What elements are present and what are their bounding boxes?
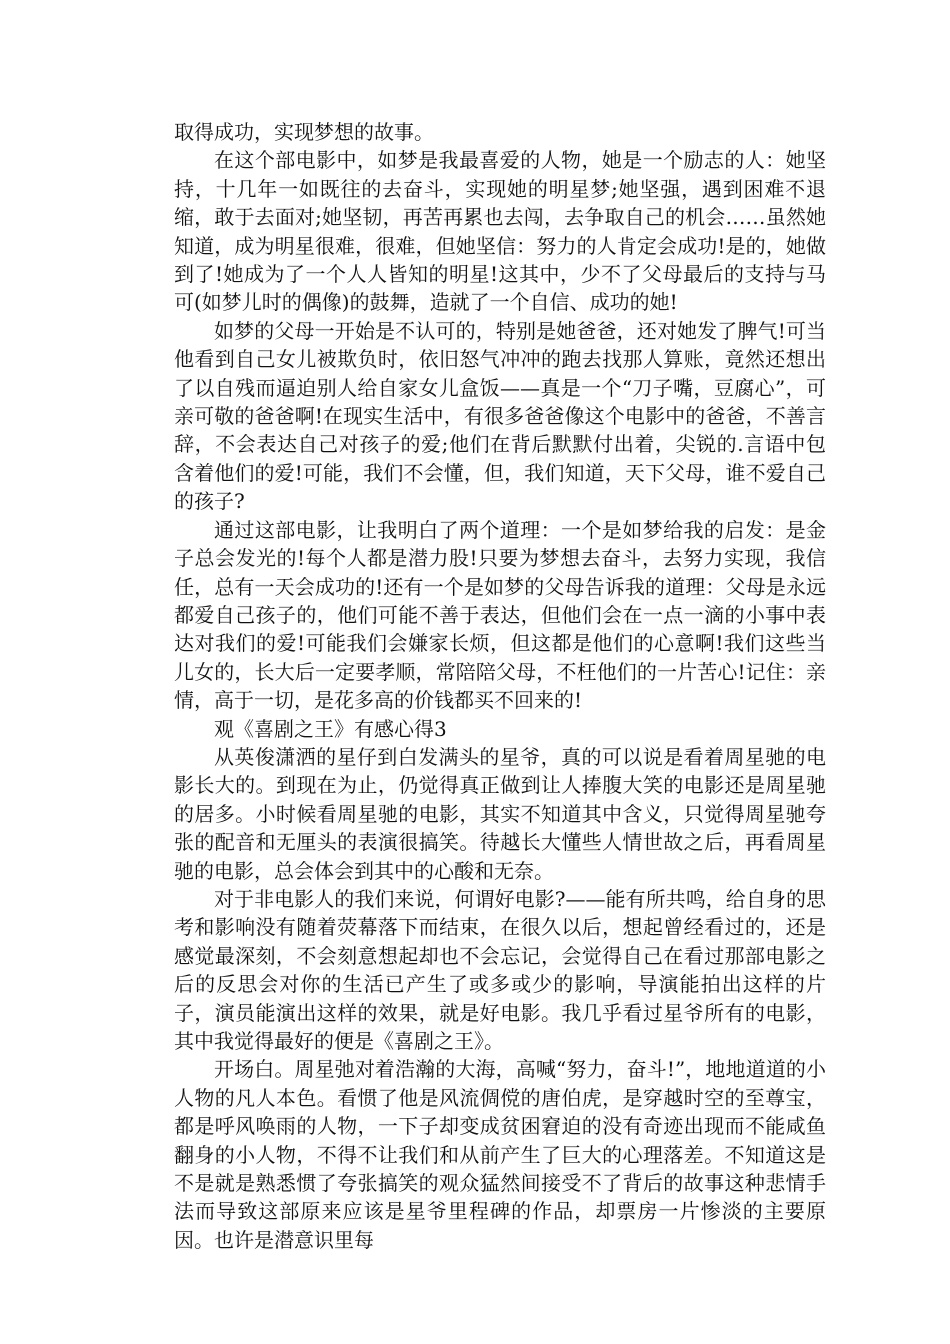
paragraph: 对于非电影人的我们来说，何谓好电影?——能有所共鸣，给自身的思考和影响没有随着荧幕落下而结束，在很久以后，想起曾经看过的，还是感觉最深刻，不会刻意想起却也不会忘记，会觉得自己在看过那部电影之后的反思会对你的生活已产生了或多或少的影响，导演能拍出这样的片子，演员能演出这样的效果，就是好电影。我几乎看过星爷所有的电影，其中我觉得最好的便是《喜剧之王》。 (174, 886, 826, 1053)
paragraph: 从英俊潇洒的星仔到白发满头的星爷，真的可以说是看着周星驰的电影长大的。到现在为止，仍觉得真正做到让人捧腹大笑的电影还是周星驰的居多。小时候看周星驰的电影，其实不知道其中含义，只觉得周星驰夸张的配音和无厘头的表演很搞笑。待越长大懂些人情世故之后，再看周星驰的电影，总会体会到其中的心酸和无奈。 (174, 744, 826, 883)
paragraph: 如梦的父母一开始是不认可的，特别是她爸爸，还对她发了脾气!可当他看到自己女儿被欺负时，依旧怒气冲冲的跑去找那人算账，竟然还想出了以自残而逼迫别人给自家女儿盒饭——真是一个“刀子嘴，豆腐心”，可亲可敬的爸爸啊!在现实生活中，有很多爸爸像这个电影中的爸爸，不善言辞，不会表达自己对孩子的爱;他们在背后默默付出着，尖锐的.言语中包含着他们的爱!可能，我们不会懂，但，我们知道，天下父母，谁不爱自己的孩子? (174, 318, 826, 514)
document-page (174, 118, 826, 1254)
paragraph-continued: 取得成功，实现梦想的故事。 (174, 120, 434, 144)
paragraph: 开场白。周星弛对着浩瀚的大海，高喊“努力，奋斗!”，地地道道的小人物的凡人本色。看惯了他是风流倜傥的唐伯虎，是穿越时空的至尊宝，都是呼风唤雨的人物，一下子却变成贫困窘迫的没有奇迹出现而不能咸鱼翻身的小人物，不得不让我们和从前产生了巨大的心理落差。不知道这是不是就是熟悉惯了夸张搞笑的观众猛然间接受不了背后的故事这种悲情手法而导致这部原来应该是星爷里程碑的作品，却票房一片惨淡的主要原因。也许是潜意识里每 (174, 1057, 826, 1252)
paragraph: 在这个部电影中，如梦是我最喜爱的人物，她是一个励志的人：她坚持，十几年一如既往的去奋斗，实现她的明星梦;她坚强，遇到困难不退缩，敢于去面对;她坚韧，再苦再累也去闯，去争取自己的机会……虽然她知道，成为明星很难，很难，但她坚信：努力的人肯定会成功!是的，她做到了!她成为了一个人人皆知的明星!这其中，少不了父母最后的支持与马可(如梦儿时的偶像)的鼓舞，造就了一个自信、成功的她! (174, 148, 826, 315)
paragraph: 通过这部电影，让我明白了两个道理：一个是如梦给我的启发：是金子总会发光的!每个人都是潜力股!只要为梦想去奋斗，去努力实现，我信任，总有一天会成功的!还有一个是如梦的父母告诉我的道理：父母是永远都爱自己孩子的，他们可能不善于表达，但他们会在一点一滴的小事中表达对我们的爱!可能我们会嫌家长烦，但这都是他们的心意啊!我们这些当儿女的，长大后一定要孝顺，常陪陪父母，不枉他们的一片苦心!记住：亲情，高于一切，是花多高的价钱都买不回来的! (174, 517, 826, 713)
section-heading: 观《喜剧之王》有感心得3 (214, 716, 447, 741)
